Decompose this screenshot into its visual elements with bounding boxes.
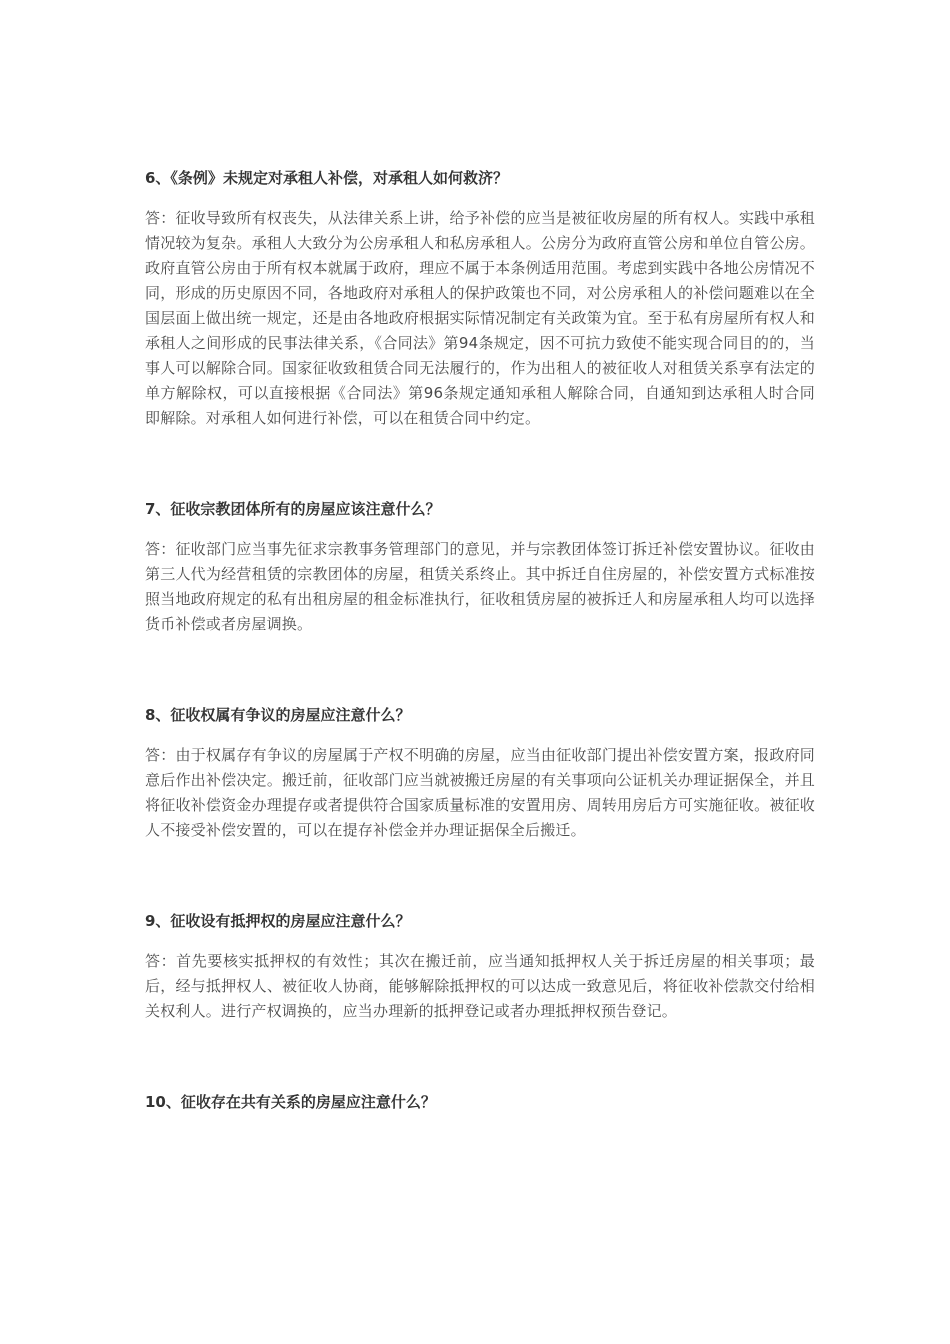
question-heading: 9、征收设有抵押权的房屋应注意什么？ [145,912,411,930]
answer-paragraph: 答：征收导致所有权丧失，从法律关系上讲，给予补偿的应当是被征收房屋的所有权人。实践中承租情况较为复杂。承租人大致分为公房承租人和私房承租人。公房分为政府直管公房和单位自管公房。政府直管公房由于所有权本就属于政府，理应不属于本条例适用范围。考虑到实践中各地公房情况不同，形成的历史原因不同，各地政府对承租人的保护政策也不同，对公房承租人的补偿问题难以在全国层面上做出统一规定，还是由各地政府根据实际情况制定有关政策为宜。至于私有房屋所有权人和承租人之间形成的民事法律关系，《合同法》第94条规定，因不可抗力致使不能实现合同目的的，当事人可以解除合同。国家征收致租赁合同无法履行的，作为出租人的被征收人对租赁关系享有法定的单方解除权，可以直接根据《合同法》第96条规定通知承租人解除合同，自通知到达承租人时合同即解除。对承租人如何进行补偿，可以在租赁合同中约定。 [145,209,815,427]
qa-section-6 [145,165,815,431]
section-spacer [145,431,815,496]
answer-paragraph: 答：由于权属存有争议的房屋属于产权不明确的房屋，应当由征收部门提出补偿安置方案，报政府同意后作出补偿决定。搬迁前，征收部门应当就被搬迁房屋的有关事项向公证机关办理证据保全，并且将征收补偿资金办理提存或者提供符合国家质量标准的安置用房、周转用房后方可实施征收。被征收人不接受补偿安置的，可以在提存补偿金并办理证据保全后搬迁。 [145,746,815,839]
question-heading: 6、《条例》未规定对承租人补偿，对承租人如何救济？ [145,169,508,187]
answer-paragraph: 答：征收部门应当事先征求宗教事务管理部门的意见，并与宗教团体签订拆迁补偿安置协议。征收由第三人代为经营租赁的宗教团体的房屋，租赁关系终止。其中拆迁自住房屋的，补偿安置方式标准按照当地政府规定的私有出租房屋的租金标准执行，征收租赁房屋的被拆迁人和房屋承租人均可以选择货币补偿或者房屋调换。 [145,540,815,633]
qa-section-8 [145,702,815,843]
document-content [145,165,815,1130]
answer-paragraph: 答：首先要核实抵押权的有效性；其次在搬迁前，应当通知抵押权人关于拆迁房屋的相关事项；最后，经与抵押权人、被征收人协商，能够解除抵押权的可以达成一致意见后，将征收补偿款交付给相关权利人。进行产权调换的，应当办理新的抵押登记或者办理抵押权预告登记。 [145,952,815,1020]
qa-section-9 [145,908,815,1024]
qa-section-10 [145,1089,815,1115]
question-heading: 8、征收权属有争议的房屋应注意什么？ [145,706,411,724]
section-spacer [145,637,815,702]
section-spacer [145,1024,815,1089]
qa-section-7 [145,496,815,637]
section-spacer [145,843,815,908]
question-heading: 10、征收存在共有关系的房屋应注意什么？ [145,1093,436,1111]
question-heading: 7、征收宗教团体所有的房屋应该注意什么？ [145,500,441,518]
